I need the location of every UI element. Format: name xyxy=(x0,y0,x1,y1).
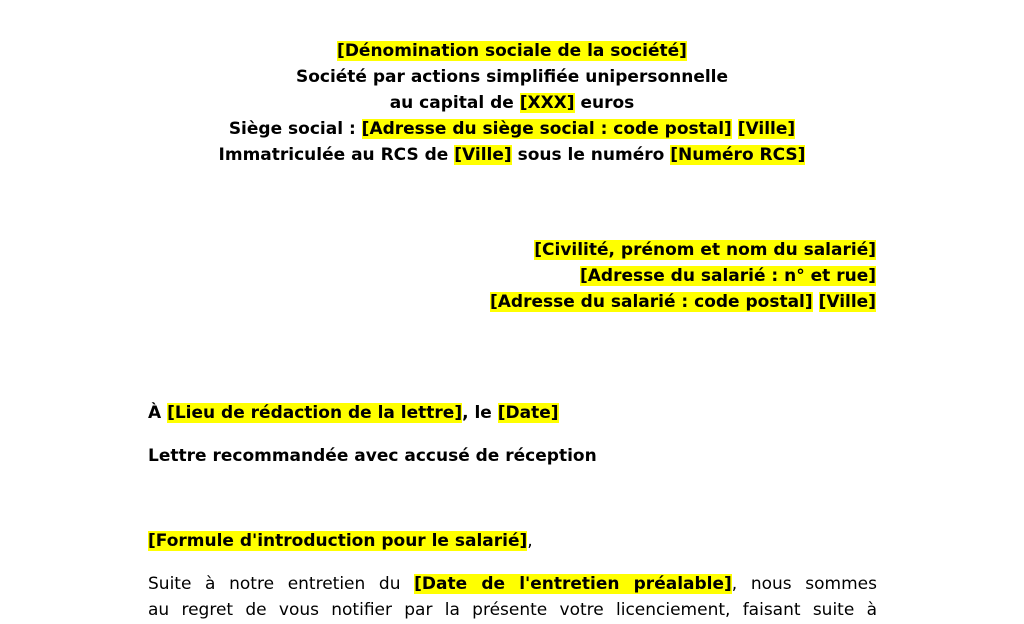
seat-city-placeholder: [Ville] xyxy=(737,119,796,139)
p1-line1-suffix: , nous sommes xyxy=(731,574,877,594)
paragraph-line-2: au regret de vous notifier par la présente votre licenciement, faisant suite à xyxy=(148,600,877,620)
recipient-street-line xyxy=(490,263,876,289)
rcs-city-placeholder: [Ville] xyxy=(454,145,512,165)
recipient-name-placeholder: [Civilité, prénom et nom du salarié] xyxy=(534,240,876,260)
recipient-city-line xyxy=(490,289,876,315)
place-date-line xyxy=(148,400,877,426)
recipient-postal-placeholder: [Adresse du salarié : code postal] xyxy=(489,292,813,312)
recipient-address xyxy=(490,237,876,315)
recipient-city-placeholder: [Ville] xyxy=(818,292,876,312)
seat-address-placeholder: [Adresse du siège social : code postal] xyxy=(361,119,732,139)
paragraph-line-1 xyxy=(148,571,877,597)
capital-amount-placeholder: [XXX] xyxy=(519,93,575,113)
capital-line xyxy=(0,90,1024,116)
salutation-suffix: , xyxy=(527,531,533,551)
capital-suffix: euros xyxy=(574,93,635,113)
registered-office-line xyxy=(0,116,1024,142)
place-placeholder: [Lieu de rédaction de la lettre] xyxy=(167,403,463,423)
rcs-middle: sous le numéro xyxy=(511,145,671,165)
salutation-line xyxy=(148,528,877,554)
seat-prefix: Siège social : xyxy=(228,119,362,139)
interview-date-placeholder: [Date de l'entretien préalable] xyxy=(414,574,732,594)
registered-mail-line: Lettre recommandée avec accusé de réception xyxy=(148,446,597,466)
capital-prefix: au capital de xyxy=(389,93,520,113)
company-name-line xyxy=(0,38,1024,64)
place-prefix: À xyxy=(148,403,168,423)
recipient-name-line xyxy=(490,237,876,263)
rcs-line xyxy=(0,142,1024,168)
body-paragraph xyxy=(148,571,877,623)
recipient-street-placeholder: [Adresse du salarié : n° et rue] xyxy=(579,266,876,286)
date-placeholder: [Date] xyxy=(497,403,559,423)
company-name-placeholder: [Dénomination sociale de la société] xyxy=(337,41,687,61)
company-header xyxy=(0,38,1024,168)
p1-prefix: Suite à notre entretien du xyxy=(148,574,415,594)
date-separator: , le xyxy=(462,403,498,423)
company-form-line: Société par actions simplifiée unipersonnelle xyxy=(295,67,729,87)
rcs-number-placeholder: [Numéro RCS] xyxy=(670,145,806,165)
rcs-prefix: Immatriculée au RCS de xyxy=(218,145,455,165)
salutation-placeholder: [Formule d'introduction pour le salarié] xyxy=(148,531,528,551)
